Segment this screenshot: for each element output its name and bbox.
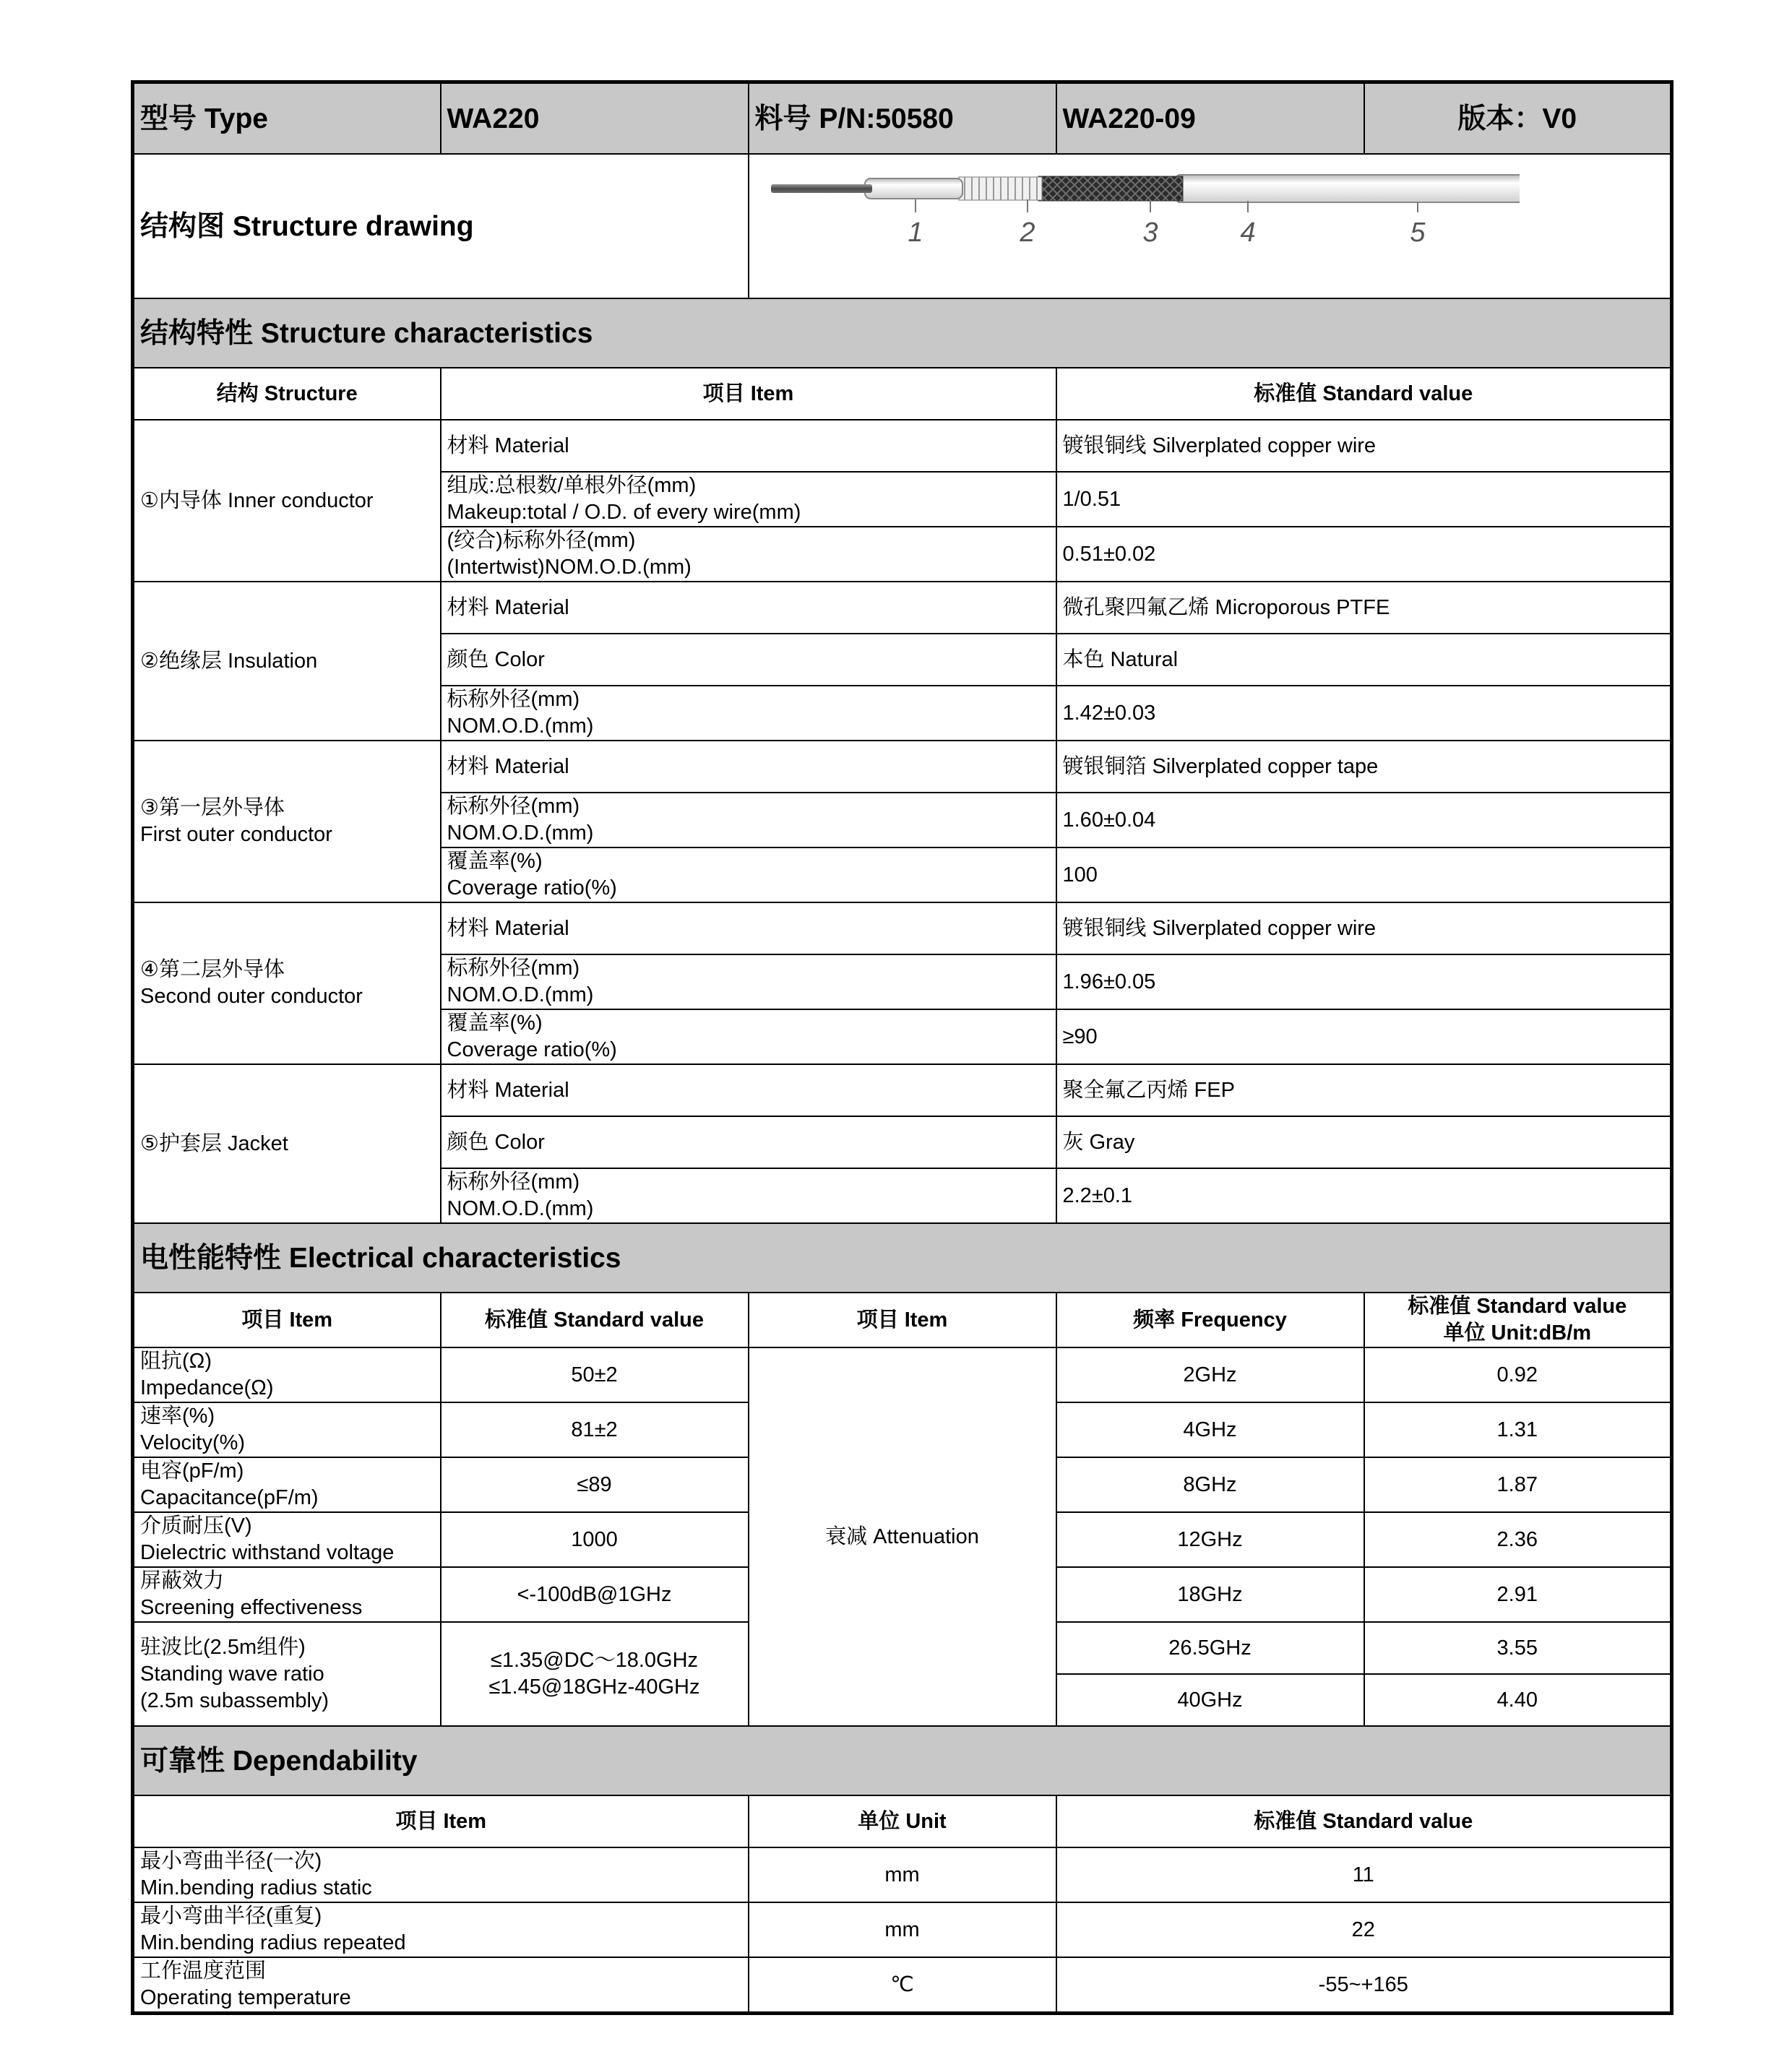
item-cell: 阻抗(Ω) Impedance(Ω): [133, 1347, 441, 1402]
frequency-cell: 18GHz: [1056, 1567, 1364, 1622]
type-label: 型号 Type: [133, 82, 441, 155]
value-cell: 聚全氟乙丙烯 FEP: [1056, 1064, 1672, 1116]
cable-structure-drawing: [749, 155, 1520, 290]
inner-conductor-segment: [771, 184, 872, 193]
value-cell: 11: [1056, 1847, 1672, 1902]
item-cell: 电容(pF/m) Capacitance(pF/m): [133, 1457, 441, 1512]
value-cell: 100: [1056, 847, 1672, 902]
item-cell: 屏蔽效力 Screening effectiveness: [133, 1567, 441, 1622]
attenuation-value: 3.55: [1364, 1622, 1672, 1674]
value-cell: 镀银铜线 Silverplated copper wire: [1056, 902, 1672, 954]
part-number-value: WA220-09: [1056, 82, 1364, 155]
unit-cell: ℃: [749, 1957, 1056, 2014]
value-cell: 镀银铜箔 Silverplated copper tape: [1056, 741, 1672, 793]
unit-cell: mm: [749, 1902, 1056, 1957]
col-attenuation-value: 标准值 Standard value 单位 Unit:dB/m: [1364, 1293, 1672, 1347]
callout-5: 5: [1409, 217, 1426, 248]
value-cell: 1/0.51: [1056, 472, 1672, 527]
value-cell: ≤89: [441, 1457, 749, 1512]
item-cell: 标称外径(mm) NOM.O.D.(mm): [441, 1168, 1056, 1223]
group-name-insulation: ②绝缘层 Insulation: [133, 582, 441, 741]
col-item-2: 项目 Item: [749, 1293, 1056, 1347]
col-frequency: 频率 Frequency: [1056, 1293, 1364, 1347]
item-cell: 速率(%) Velocity(%): [133, 1402, 441, 1457]
dependability-row: [133, 1957, 1672, 2014]
part-number-label: 料号 P/N:50580: [749, 82, 1056, 155]
group-name-inner-conductor: ①内导体 Inner conductor: [133, 420, 441, 582]
type-value: WA220: [441, 82, 749, 155]
header-row: [133, 82, 1672, 155]
structure-row: [133, 741, 1672, 793]
value-cell: 本色 Natural: [1056, 634, 1672, 686]
col-standard-value: 标准值 Standard value: [1056, 1795, 1672, 1847]
item-cell: 覆盖率(%) Coverage ratio(%): [441, 847, 1056, 902]
unit-cell: mm: [749, 1847, 1056, 1902]
dependability-column-headers: [133, 1795, 1672, 1847]
attenuation-value: 4.40: [1364, 1674, 1672, 1726]
electrical-section-title: 电性能特性 Electrical characteristics: [133, 1223, 1672, 1293]
dependability-row: [133, 1847, 1672, 1902]
item-cell: 颜色 Color: [441, 634, 1056, 686]
col-standard-value: 标准值 Standard value: [441, 1293, 749, 1347]
structure-row: [133, 902, 1672, 954]
value-cell: 镀银铜线 Silverplated copper wire: [1056, 420, 1672, 472]
dependability-row: [133, 1902, 1672, 1957]
structure-drawing-cell: [749, 154, 1672, 298]
attenuation-value: 2.36: [1364, 1512, 1672, 1567]
item-cell: 材料 Material: [441, 582, 1056, 634]
item-cell: 材料 Material: [441, 902, 1056, 954]
value-cell: 1.42±0.03: [1056, 686, 1672, 741]
value-cell: 50±2: [441, 1347, 749, 1402]
value-cell: 1000: [441, 1512, 749, 1567]
version-label: 版本：V0: [1364, 82, 1672, 155]
value-cell: ≥90: [1056, 1009, 1672, 1064]
attenuation-value: 1.31: [1364, 1402, 1672, 1457]
value-cell: 81±2: [441, 1402, 749, 1457]
item-cell: 标称外径(mm) NOM.O.D.(mm): [441, 954, 1056, 1009]
vswr-item-cell: 驻波比(2.5m组件) Standing wave ratio (2.5m subassembly): [133, 1622, 441, 1726]
electrical-column-headers: [133, 1293, 1672, 1347]
attenuation-value: 1.87: [1364, 1457, 1672, 1512]
value-cell: 1.60±0.04: [1056, 793, 1672, 847]
attenuation-label: 衰减 Attenuation: [749, 1347, 1056, 1726]
item-cell: 工作温度范围 Operating temperature: [133, 1957, 749, 2014]
frequency-cell: 4GHz: [1056, 1402, 1364, 1457]
structure-drawing-label: 结构图 Structure drawing: [133, 154, 749, 298]
callout-4: 4: [1239, 217, 1256, 248]
value-cell: <-100dB@1GHz: [441, 1567, 749, 1622]
callout-2: 2: [1019, 217, 1035, 248]
value-cell: 22: [1056, 1902, 1672, 1957]
value-cell: 灰 Gray: [1056, 1116, 1672, 1168]
value-cell: 微孔聚四氟乙烯 Microporous PTFE: [1056, 582, 1672, 634]
drawing-row: [133, 154, 1672, 298]
structure-row: [133, 420, 1672, 472]
electrical-section-row: [133, 1223, 1672, 1293]
callout-3: 3: [1142, 217, 1158, 248]
item-cell: 组成:总根数/单根外径(mm) Makeup:total / O.D. of every wire(mm): [441, 472, 1056, 527]
attenuation-value: 2.91: [1364, 1567, 1672, 1622]
structure-section-row: [133, 298, 1672, 368]
structure-column-headers: [133, 368, 1672, 420]
item-cell: 最小弯曲半径(一次) Min.bending radius static: [133, 1847, 749, 1902]
item-cell: 覆盖率(%) Coverage ratio(%): [441, 1009, 1056, 1064]
value-cell: 2.2±0.1: [1056, 1168, 1672, 1223]
item-cell: 标称外径(mm) NOM.O.D.(mm): [441, 686, 1056, 741]
structure-section-title: 结构特性 Structure characteristics: [133, 298, 1672, 368]
datasheet-table: [131, 80, 1673, 2015]
structure-row: [133, 1064, 1672, 1116]
frequency-cell: 2GHz: [1056, 1347, 1364, 1402]
col-standard-value: 标准值 Standard value: [1056, 368, 1672, 420]
group-name-second-outer-conductor: ④第二层外导体 Second outer conductor: [133, 902, 441, 1064]
jacket-segment: [1176, 175, 1520, 202]
group-name-jacket: ⑤护套层 Jacket: [133, 1064, 441, 1223]
frequency-cell: 8GHz: [1056, 1457, 1364, 1512]
item-cell: 最小弯曲半径(重复) Min.bending radius repeated: [133, 1902, 749, 1957]
item-cell: 颜色 Color: [441, 1116, 1056, 1168]
item-cell: 介质耐压(V) Dielectric withstand voltage: [133, 1512, 441, 1567]
attenuation-value: 0.92: [1364, 1347, 1672, 1402]
col-item: 项目 Item: [133, 1795, 749, 1847]
col-structure: 结构 Structure: [133, 368, 441, 420]
vswr-value-cell: ≤1.35@DC～18.0GHz ≤1.45@18GHz-40GHz: [441, 1622, 749, 1726]
callout-1: 1: [907, 217, 923, 248]
electrical-row: [133, 1347, 1672, 1402]
value-cell: 1.96±0.05: [1056, 954, 1672, 1009]
dependability-section-row: [133, 1726, 1672, 1795]
value-cell: 0.51±0.02: [1056, 527, 1672, 582]
frequency-cell: 26.5GHz: [1056, 1622, 1364, 1674]
item-cell: 材料 Material: [441, 741, 1056, 793]
tape-segment: [959, 177, 1042, 200]
group-name-first-outer-conductor: ③第一层外导体 First outer conductor: [133, 741, 441, 902]
dependability-section-title: 可靠性 Dependability: [133, 1726, 1672, 1795]
col-item: 项目 Item: [441, 368, 1056, 420]
col-unit: 单位 Unit: [749, 1795, 1056, 1847]
item-cell: (绞合)标称外径(mm) (Intertwist)NOM.O.D.(mm): [441, 527, 1056, 582]
item-cell: 标称外径(mm) NOM.O.D.(mm): [441, 793, 1056, 847]
braid-segment: [1038, 176, 1183, 201]
frequency-cell: 12GHz: [1056, 1512, 1364, 1567]
structure-row: [133, 582, 1672, 634]
insulation-segment: [865, 178, 962, 199]
value-cell: -55~+165: [1056, 1957, 1672, 2014]
col-item: 项目 Item: [133, 1293, 441, 1347]
frequency-cell: 40GHz: [1056, 1674, 1364, 1726]
item-cell: 材料 Material: [441, 420, 1056, 472]
item-cell: 材料 Material: [441, 1064, 1056, 1116]
